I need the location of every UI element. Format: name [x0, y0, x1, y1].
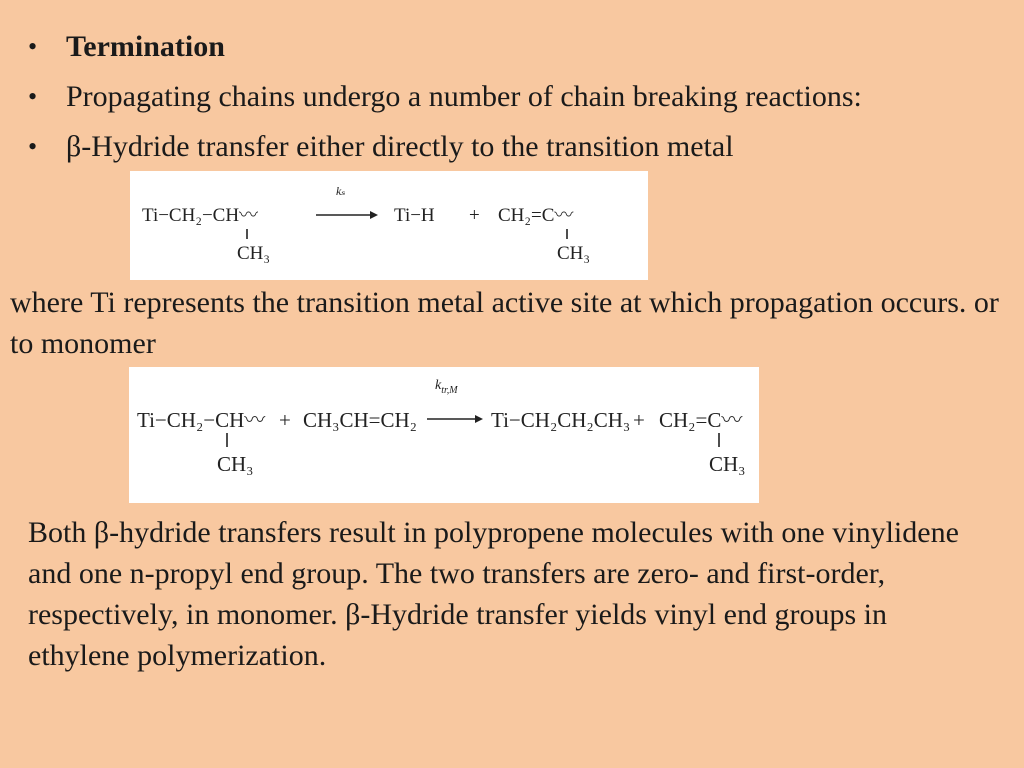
bullet-dot: • [28, 82, 38, 111]
reaction-2-arrowhead [475, 415, 483, 423]
reaction-1-product-2: CH₂=C〰 [498, 205, 574, 226]
explanation-paragraph-1: where Ti represents the transition metal active site at which propagation occurs. or to monomer [10, 286, 999, 360]
reaction-1-arrowhead [370, 211, 378, 219]
reaction-1-reactant-branch: CH₃ [237, 243, 271, 264]
bullet-text: Termination [66, 30, 225, 63]
reaction-2-product-2-branch: CH₃ [709, 452, 746, 476]
bullet-text: β-Hydride transfer either directly to the transition metal [66, 130, 734, 163]
reaction-scheme-2 [129, 367, 759, 503]
bullet-propagating-chains [28, 72, 862, 122]
reaction-2-reactant: Ti−CH₂−CH〰 [137, 408, 266, 432]
reaction-scheme-1 [130, 171, 648, 280]
reaction-2-plus-1: + [279, 408, 291, 432]
reaction-2-plus-2: + [633, 408, 645, 432]
bullet-list [28, 22, 862, 172]
reaction-2-product-2: CH₂=C〰 [659, 408, 743, 432]
bullet-dot: • [28, 32, 38, 61]
explanation-paragraph-2: Both β-hydride transfers result in polypropene molecules with one vinylidene and one n-propyl end group. The two transfers are zero- and first-order, respectively, in monomer. β-Hydride transfer yields vinyl end groups in ethylene polymerization. [28, 516, 959, 672]
reaction-2-rate-constant: $k_{tr,M}$ [435, 378, 458, 396]
bullet-text: Propagating chains undergo a number of chain breaking reactions: [66, 80, 862, 113]
reaction-2-svg [129, 367, 759, 503]
reaction-1-product-2-branch: CH₃ [557, 243, 591, 264]
bullet-dot: • [28, 132, 38, 161]
reaction-1-rate-constant: kₛ [336, 184, 346, 198]
reaction-2-reactant-branch: CH₃ [217, 452, 254, 476]
reaction-2-product-1: Ti−CH₂CH₂CH₃ [491, 408, 631, 432]
bullet-termination [28, 22, 862, 72]
reaction-1-reactant: Ti−CH₂−CH〰 [142, 205, 259, 226]
reaction-1-svg [130, 171, 648, 280]
reaction-1-product-1: Ti−H [394, 205, 435, 226]
bullet-beta-hydride [28, 122, 862, 172]
reaction-1-plus: + [469, 205, 480, 226]
reaction-2-monomer: CH₃CH=CH₂ [303, 408, 418, 432]
